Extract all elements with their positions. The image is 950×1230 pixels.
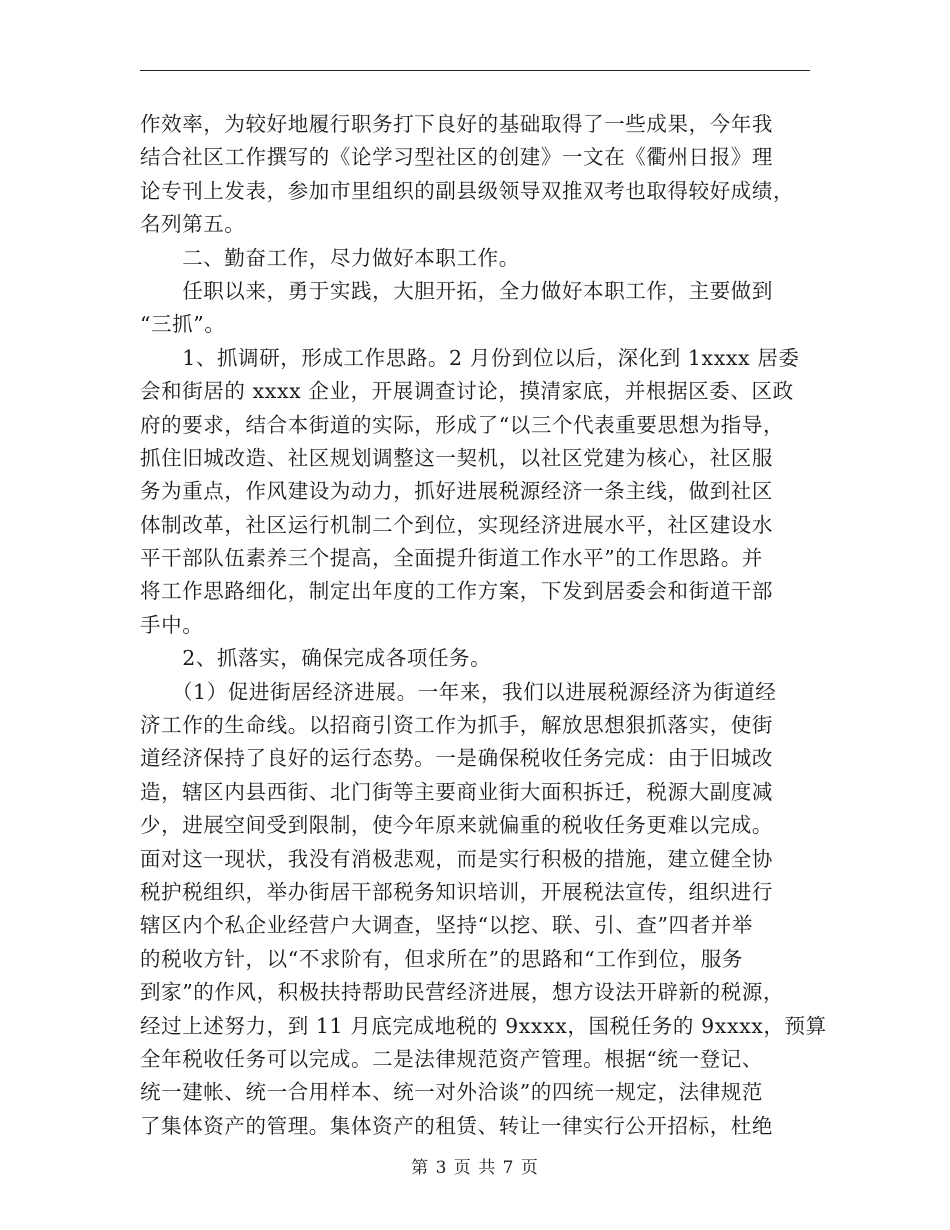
text-line: （1）促进街居经济进展。一年来，我们以进展税源经济为街道经	[140, 679, 777, 704]
text-line: 少，进展空间受到限制，使今年原来就偏重的税收任务更难以完成。	[140, 813, 773, 838]
text-line: 济工作的生命线。以招商引资工作为抓手，解放思想狠抓落实，使街	[140, 713, 773, 738]
text-line: 务为重点，作风建设为动力，抓好进展税源经济一条主线，做到社区	[140, 479, 773, 504]
text-line: 任职以来，勇于实践，大胆开拓，全力做好本职工作，主要做到	[140, 278, 773, 303]
text-line: 1、抓调研，形成工作思路。2 月份到位以后，深化到 1xxxx 居委	[140, 345, 800, 370]
text-line: 结合社区工作撰写的《论学习型社区的创建》一文在《衢州日报》理	[140, 145, 773, 170]
text-line: 体制改革，社区运行机制二个到位，实现经济进展水平，社区建设水	[140, 512, 773, 537]
text-line: 面对这一现状，我没有消极悲观，而是实行积极的措施，建立健全协	[140, 846, 773, 871]
text-line: 手中。	[140, 612, 204, 637]
text-line: 府的要求，结合本街道的实际，形成了“以三个代表重要思想为指导，	[140, 412, 785, 437]
text-line: 税护税组织，举办街居干部税务知识培训，开展税法宣传，组织进行	[140, 879, 773, 904]
text-line: 名列第五。	[140, 212, 246, 237]
text-line: 会和街居的 xxxx 企业，开展调查讨论，摸清家底，并根据区委、区政	[140, 379, 794, 404]
text-line: 经过上述努力，到 11 月底完成地税的 9xxxx，国税任务的 9xxxx，预算	[140, 1013, 827, 1038]
section-heading: 二、勤奋工作，尽力做好本职工作。	[140, 245, 520, 270]
section-heading: 2、抓落实，确保完成各项任务。	[140, 646, 492, 671]
text-line: 抓住旧城改造、社区规划调整这一契机，以社区党建为核心，社区服	[140, 445, 773, 470]
text-line: 作效率，为较好地履行职务打下良好的基础取得了一些成果，今年我	[140, 112, 773, 136]
text-line: 全年税收任务可以完成。二是法律规范资产管理。根据“统一登记、	[140, 1046, 763, 1071]
document-body	[140, 108, 827, 1143]
header-rule	[140, 70, 810, 71]
text-line: 道经济保持了良好的运行态势。一是确保税收任务完成：由于旧城改	[140, 746, 773, 771]
text-line: 论专刊上发表，参加市里组织的副县级领导双推双考也取得较好成绩，	[140, 178, 795, 203]
text-line: 了集体资产的管理。集体资产的租赁、转让一律实行公开招标，杜绝	[140, 1113, 773, 1138]
text-line: 将工作思路细化，制定出年度的工作方案，下发到居委会和街道干部	[140, 579, 773, 604]
page-number-footer: 第 3 页 共 7 页	[411, 1158, 539, 1178]
text-line: 造，辖区内县西街、北门街等主要商业街大面积拆迁，税源大副度减	[140, 779, 773, 804]
text-line: “三抓”。	[140, 312, 226, 337]
text-line: 统一建帐、统一合用样本、统一对外洽谈”的四统一规定，法律规范	[140, 1080, 763, 1105]
text-line: 平干部队伍素养三个提高，全面提升街道工作水平”的工作思路。并	[140, 546, 763, 571]
text-line: 辖区内个私企业经营户大调查，坚持“以挖、联、引、查”四者并举	[140, 913, 753, 938]
text-line: 的税收方针，以“不求阶有，但求所在”的思路和“工作到位，服务	[140, 946, 743, 971]
text-line: 到家”的作风，积极扶持帮助民营经济进展，想方设法开辟新的税源，	[140, 980, 785, 1005]
